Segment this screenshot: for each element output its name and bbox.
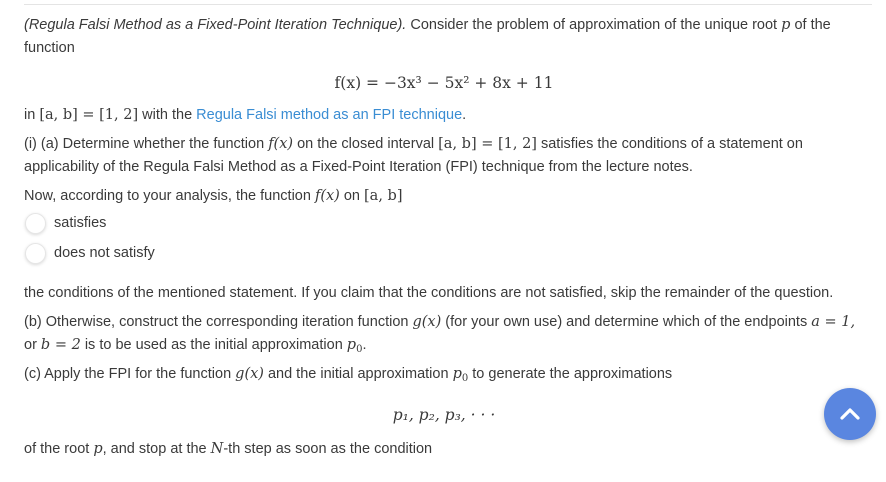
interval-with: with the [138,107,197,123]
option-label: does not satisfy [54,245,155,261]
now-ab: [a, b] [364,188,403,204]
part-c-p0: p [452,366,462,382]
interval-math: [a, b] = [1, 2] [39,107,139,123]
intro-function: function [24,40,75,56]
part-b-paragraph [24,311,864,357]
part-c-text-2: and the initial approximation [263,366,453,382]
radio-button[interactable] [25,243,46,264]
interval-paragraph [24,104,864,127]
now-text-1: Now, according to your analysis, the function [24,188,315,204]
interval-prefix: in [24,107,40,123]
part-c-gx: g(x) [235,366,264,382]
part-b-b2: b = 2 [40,337,81,353]
part-a-paragraph [24,133,864,179]
question-body [24,14,864,461]
chevron-up-icon [839,407,861,421]
sequence-display: p₁, p₂, p₃, · · · [392,406,496,424]
root-text-1: of the root [24,441,94,457]
part-b-p0-sub: 0 [356,344,363,355]
intro-paragraph [24,14,864,60]
part-b-text-2: (for your own use) and determine which of the endpoints [441,314,812,330]
part-c-p0-sub: 0 [461,373,469,384]
function-display: f(x) = −3x³ − 5x² + 8x + 11 [334,74,554,92]
now-paragraph [24,185,864,208]
part-b-gx: g(x) [412,314,442,330]
part-b-text-3: is to be used as the initial approximation [80,337,347,353]
intro-rest: Consider the problem of approximation of the unique root [406,17,782,33]
part-b-a1: a = 1, [811,314,856,330]
intro-italic: (Regula Falsi Method as a Fixed-Point Iteration Technique). [24,17,407,33]
option-does-not-satisfy[interactable] [24,238,864,268]
now-text-2: on [339,188,365,204]
part-b-text-1: (b) Otherwise, construct the corresponding iteration function [24,314,413,330]
part-a-text-3: satisfies the conditions of a statement on [536,136,803,152]
intro-of-the: of the [790,17,831,33]
part-b-end: . [362,337,367,353]
root-paragraph [24,438,864,461]
option-label: satisfies [54,215,107,231]
regula-falsi-link[interactable]: Regula Falsi method as an FPI technique [196,107,463,123]
part-a-text-2: on the closed interval [293,136,439,152]
part-a-text-1: (i) (a) Determine whether the function [24,136,269,152]
root-N: N [210,441,224,457]
part-b-or: or [24,337,41,353]
part-b-p0: p [346,337,357,353]
part-c-paragraph [24,363,864,386]
intro-p: p [781,17,791,33]
part-a-interval: [a, b] = [1, 2] [438,136,537,152]
root-p: p [93,441,103,457]
option-satisfies[interactable] [24,208,864,238]
top-divider [24,4,872,5]
part-c-text-1: (c) Apply the FPI for the function [24,366,236,382]
conditions-paragraph: the conditions of the mentioned statement. If you claim that the conditions are not satisfied, skip the remainder of the question. [24,285,834,301]
radio-button[interactable] [25,213,46,234]
part-c-text-3: to generate the approximations [468,366,673,382]
now-fx: f(x) [314,188,340,204]
root-text-3: -th step as soon as the condition [223,441,433,457]
part-a-fx: f(x) [268,136,294,152]
interval-end: . [462,107,467,123]
scroll-to-top-button[interactable] [824,388,876,440]
root-text-2: , and stop at the [102,441,211,457]
part-a-text-4: applicability of the Regula Falsi Method as a Fixed-Point Iteration (FPI) technique from the lecture notes. [24,159,693,175]
